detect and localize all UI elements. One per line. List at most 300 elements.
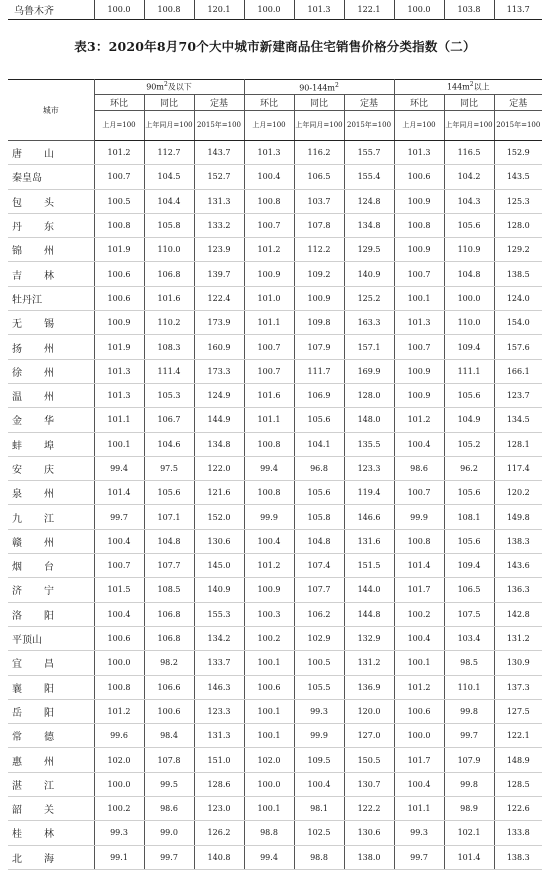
- city-cell: [8, 238, 94, 262]
- value-cell: 144.8: [344, 602, 394, 626]
- value-cell: 100.1: [94, 432, 144, 456]
- value-cell: 107.9: [444, 748, 494, 772]
- value-cell: 100.4: [394, 626, 444, 650]
- value-cell: 104.8: [294, 529, 344, 553]
- value-cell: 109.4: [444, 335, 494, 359]
- value-cell: 100.8: [144, 0, 194, 20]
- value-cell: 152.9: [494, 141, 542, 165]
- city-name: 安 庆: [12, 465, 54, 476]
- value-cell: 108.3: [144, 335, 194, 359]
- value-cell: 98.2: [144, 651, 194, 675]
- value-cell: 101.7: [394, 748, 444, 772]
- city-cell: 平顶山: [8, 626, 94, 650]
- value-cell: 120.1: [194, 0, 244, 20]
- value-cell: 100.4: [94, 602, 144, 626]
- city-name: 无 锡: [12, 319, 54, 331]
- value-cell: 99.3: [394, 821, 444, 845]
- value-cell: 109.4: [444, 554, 494, 578]
- value-cell: 150.5: [344, 748, 394, 772]
- table-row: [8, 213, 542, 237]
- value-cell: 100.9: [244, 262, 294, 286]
- value-cell: 105.6: [444, 529, 494, 553]
- col-header-mom: 环比: [94, 95, 144, 111]
- value-cell: 160.9: [194, 335, 244, 359]
- value-cell: 124.9: [194, 383, 244, 407]
- value-cell: 100.7: [394, 262, 444, 286]
- value-cell: 110.1: [444, 675, 494, 699]
- value-cell: 100.7: [244, 335, 294, 359]
- value-cell: 100.7: [394, 335, 444, 359]
- value-cell: 105.6: [144, 481, 194, 505]
- value-cell: 101.1: [244, 408, 294, 432]
- value-cell: 122.2: [344, 797, 394, 821]
- table-row: [8, 189, 542, 213]
- city-cell: [8, 505, 94, 529]
- value-cell: 99.9: [394, 505, 444, 529]
- value-cell: 100.4: [394, 432, 444, 456]
- value-cell: 135.5: [344, 432, 394, 456]
- value-cell: 105.6: [444, 383, 494, 407]
- city-name: 济 宁: [12, 586, 54, 598]
- city-cell: [8, 772, 94, 796]
- value-cell: 100.1: [244, 724, 294, 748]
- value-cell: 110.9: [444, 238, 494, 262]
- value-cell: 130.6: [344, 821, 394, 845]
- city-cell: [8, 383, 94, 407]
- city-name: 襄 阳: [12, 683, 54, 695]
- value-cell: 144.0: [344, 578, 394, 602]
- value-cell: 108.1: [444, 505, 494, 529]
- value-cell: 100.8: [94, 675, 144, 699]
- table-row: [8, 578, 542, 602]
- value-cell: 122.1: [494, 724, 542, 748]
- table-row: [8, 165, 542, 189]
- city-name: 洛 阳: [12, 610, 54, 622]
- value-cell: 173.3: [194, 359, 244, 383]
- value-cell: 128.0: [344, 383, 394, 407]
- value-cell: 123.3: [194, 699, 244, 723]
- city-name: 徐 州: [12, 367, 54, 379]
- value-cell: 125.2: [344, 286, 394, 310]
- value-cell: 104.2: [444, 165, 494, 189]
- top-strip-row: [8, 0, 542, 20]
- value-cell: 133.8: [494, 821, 542, 845]
- table-row: [8, 383, 542, 407]
- value-cell: 100.9: [394, 359, 444, 383]
- value-cell: 107.7: [294, 578, 344, 602]
- value-cell: 100.5: [94, 189, 144, 213]
- value-cell: 102.5: [294, 821, 344, 845]
- value-cell: 103.4: [444, 626, 494, 650]
- value-cell: 120.2: [494, 481, 542, 505]
- value-cell: 100.0: [244, 772, 294, 796]
- value-cell: 143.6: [494, 554, 542, 578]
- value-cell: 151.5: [344, 554, 394, 578]
- city-cell: [8, 262, 94, 286]
- table-row: [8, 481, 542, 505]
- table-row: [8, 651, 542, 675]
- value-cell: 106.5: [294, 165, 344, 189]
- value-cell: 152.7: [194, 165, 244, 189]
- city-name: 扬 州: [12, 343, 54, 355]
- value-cell: 117.4: [494, 456, 542, 480]
- value-cell: 131.2: [494, 626, 542, 650]
- table-row: [8, 675, 542, 699]
- city-cell: [8, 529, 94, 553]
- value-cell: 99.7: [144, 845, 194, 869]
- value-cell: 107.5: [444, 602, 494, 626]
- value-cell: 100.4: [294, 772, 344, 796]
- value-cell: 123.7: [494, 383, 542, 407]
- value-cell: 116.2: [294, 141, 344, 165]
- value-cell: 101.1: [394, 797, 444, 821]
- value-cell: 136.3: [494, 578, 542, 602]
- value-cell: 101.3: [394, 141, 444, 165]
- value-cell: 109.8: [294, 311, 344, 335]
- value-cell: 105.6: [444, 481, 494, 505]
- value-cell: 163.3: [344, 311, 394, 335]
- table-row: [8, 797, 542, 821]
- value-cell: 126.2: [194, 821, 244, 845]
- value-cell: 120.0: [344, 699, 394, 723]
- value-cell: 154.0: [494, 311, 542, 335]
- value-cell: 157.1: [344, 335, 394, 359]
- value-cell: 122.0: [194, 456, 244, 480]
- value-cell: 106.5: [444, 578, 494, 602]
- value-cell: 138.5: [494, 262, 542, 286]
- value-cell: 106.8: [144, 262, 194, 286]
- value-cell: 101.9: [94, 335, 144, 359]
- value-cell: 101.7: [394, 578, 444, 602]
- value-cell: 100.6: [244, 675, 294, 699]
- value-cell: 106.8: [144, 626, 194, 650]
- value-cell: 119.4: [344, 481, 394, 505]
- value-cell: 100.9: [244, 578, 294, 602]
- value-cell: 169.9: [344, 359, 394, 383]
- col-header-yoy: 同比: [144, 95, 194, 111]
- city-cell: [8, 359, 94, 383]
- table-row: [8, 311, 542, 335]
- city-name: 岳 阳: [12, 707, 54, 719]
- value-cell: 125.3: [494, 189, 542, 213]
- value-cell: 134.8: [344, 213, 394, 237]
- value-cell: 128.6: [194, 772, 244, 796]
- value-cell: 127.0: [344, 724, 394, 748]
- value-cell: 106.9: [294, 383, 344, 407]
- value-cell: 99.5: [144, 772, 194, 796]
- city-cell: [8, 335, 94, 359]
- value-cell: 100.6: [94, 262, 144, 286]
- value-cell: 131.3: [194, 189, 244, 213]
- value-cell: 138.3: [494, 845, 542, 869]
- table-row: [8, 821, 542, 845]
- value-cell: 131.3: [194, 724, 244, 748]
- city-cell: [8, 724, 94, 748]
- value-cell: 104.8: [444, 262, 494, 286]
- table-row: [8, 141, 542, 165]
- value-cell: 100.7: [394, 481, 444, 505]
- value-cell: 102.0: [244, 748, 294, 772]
- value-cell: 149.8: [494, 505, 542, 529]
- value-cell: 130.9: [494, 651, 542, 675]
- value-cell: 106.6: [144, 675, 194, 699]
- value-cell: 100.7: [94, 165, 144, 189]
- value-cell: 99.8: [444, 772, 494, 796]
- value-cell: 100.0: [94, 0, 144, 20]
- value-cell: 112.7: [144, 141, 194, 165]
- value-cell: 101.6: [244, 383, 294, 407]
- value-cell: 96.2: [444, 456, 494, 480]
- value-cell: 107.7: [144, 554, 194, 578]
- table-row: [8, 845, 542, 869]
- value-cell: 124.8: [344, 189, 394, 213]
- value-cell: 100.7: [244, 213, 294, 237]
- value-cell: 173.9: [194, 311, 244, 335]
- value-cell: 98.4: [144, 724, 194, 748]
- value-cell: 101.2: [94, 699, 144, 723]
- value-cell: 110.2: [144, 311, 194, 335]
- value-cell: 101.4: [394, 554, 444, 578]
- city-name: 桂 林: [12, 829, 54, 841]
- table-row: [8, 238, 542, 262]
- value-cell: 100.8: [394, 213, 444, 237]
- value-cell: 100.2: [394, 602, 444, 626]
- city-column-header: 城市: [8, 80, 94, 141]
- base-label: 2015年=100: [194, 111, 244, 141]
- value-cell: 100.1: [394, 286, 444, 310]
- city-name: 常 德: [12, 732, 54, 744]
- value-cell: 128.1: [494, 432, 542, 456]
- value-cell: 101.1: [244, 311, 294, 335]
- value-cell: 106.8: [144, 602, 194, 626]
- city-name: 九 江: [12, 513, 54, 525]
- col-header-base: 定基: [194, 95, 244, 111]
- value-cell: 104.6: [144, 432, 194, 456]
- base-label: 2015年=100: [494, 111, 542, 141]
- city-cell: [8, 845, 94, 869]
- value-cell: 138.0: [344, 845, 394, 869]
- city-cell: [8, 213, 94, 237]
- value-cell: 100.0: [244, 0, 294, 20]
- value-cell: 105.3: [144, 383, 194, 407]
- value-cell: 100.2: [94, 797, 144, 821]
- value-cell: 99.6: [94, 724, 144, 748]
- value-cell: 100.9: [94, 311, 144, 335]
- value-cell: 112.2: [294, 238, 344, 262]
- value-cell: 100.7: [244, 359, 294, 383]
- value-cell: 100.8: [94, 213, 144, 237]
- value-cell: 108.5: [144, 578, 194, 602]
- table-row: [8, 456, 542, 480]
- value-cell: 100.0: [94, 772, 144, 796]
- value-cell: 98.9: [444, 797, 494, 821]
- value-cell: 106.2: [294, 602, 344, 626]
- value-cell: 101.2: [94, 141, 144, 165]
- value-cell: 104.3: [444, 189, 494, 213]
- city-cell: [8, 602, 94, 626]
- value-cell: 103.7: [294, 189, 344, 213]
- value-cell: 101.9: [94, 238, 144, 262]
- value-cell: 157.6: [494, 335, 542, 359]
- value-cell: 100.9: [394, 238, 444, 262]
- table-row: [8, 626, 542, 650]
- city-name: 丹 东: [12, 222, 54, 234]
- value-cell: 100.0: [394, 724, 444, 748]
- value-cell: 100.4: [94, 529, 144, 553]
- city-name: 北 海: [12, 853, 54, 865]
- city-name: 惠 州: [12, 756, 54, 768]
- col-header-base: 定基: [344, 95, 394, 111]
- city-cell: 乌鲁木齐: [8, 0, 94, 20]
- value-cell: 129.2: [494, 238, 542, 262]
- city-name: 蚌 埠: [12, 440, 54, 452]
- city-cell: [8, 189, 94, 213]
- value-cell: 109.2: [294, 262, 344, 286]
- city-cell: [8, 311, 94, 335]
- value-cell: 105.8: [144, 213, 194, 237]
- value-cell: 101.3: [94, 359, 144, 383]
- value-cell: 101.4: [444, 845, 494, 869]
- value-cell: 107.4: [294, 554, 344, 578]
- value-cell: 130.6: [194, 529, 244, 553]
- value-cell: 102.9: [294, 626, 344, 650]
- value-cell: 122.6: [494, 797, 542, 821]
- value-cell: 140.9: [344, 262, 394, 286]
- city-cell: [8, 797, 94, 821]
- value-cell: 102.0: [94, 748, 144, 772]
- value-cell: 109.5: [294, 748, 344, 772]
- value-cell: 121.6: [194, 481, 244, 505]
- value-cell: 98.8: [294, 845, 344, 869]
- value-cell: 100.1: [244, 651, 294, 675]
- table-title: 表3：2020年8月70个大中城市新建商品住宅销售价格分类指数（二）: [74, 39, 476, 54]
- value-cell: 111.4: [144, 359, 194, 383]
- value-cell: 130.7: [344, 772, 394, 796]
- table-row: [8, 335, 542, 359]
- value-cell: 105.6: [444, 213, 494, 237]
- value-cell: 99.9: [294, 724, 344, 748]
- value-cell: 101.2: [244, 238, 294, 262]
- group-header-90-below: $90m^2$及以下: [94, 80, 244, 95]
- value-cell: 100.4: [244, 165, 294, 189]
- value-cell: 100.9: [394, 383, 444, 407]
- value-cell: 106.7: [144, 408, 194, 432]
- value-cell: 105.8: [294, 505, 344, 529]
- city-cell: [8, 456, 94, 480]
- value-cell: 100.6: [94, 286, 144, 310]
- value-cell: 100.8: [244, 432, 294, 456]
- city-cell: [8, 408, 94, 432]
- value-cell: 100.1: [244, 797, 294, 821]
- value-cell: 100.8: [244, 189, 294, 213]
- value-cell: 123.3: [344, 456, 394, 480]
- base-label: 上年同月=100: [444, 111, 494, 141]
- value-cell: 100.9: [294, 286, 344, 310]
- city-cell: [8, 481, 94, 505]
- table-row: [8, 505, 542, 529]
- value-cell: 99.1: [94, 845, 144, 869]
- value-cell: 110.0: [444, 311, 494, 335]
- value-cell: 133.2: [194, 213, 244, 237]
- value-cell: 124.0: [494, 286, 542, 310]
- city-cell: [8, 432, 94, 456]
- value-cell: 100.6: [394, 165, 444, 189]
- table-row: [8, 724, 542, 748]
- value-cell: 101.6: [144, 286, 194, 310]
- value-cell: 133.7: [194, 651, 244, 675]
- value-cell: 99.9: [244, 505, 294, 529]
- value-cell: 100.5: [294, 651, 344, 675]
- value-cell: 131.2: [344, 651, 394, 675]
- city-cell: [8, 821, 94, 845]
- table-row: [8, 748, 542, 772]
- value-cell: 99.4: [244, 845, 294, 869]
- city-cell: 秦皇岛: [8, 165, 94, 189]
- value-cell: 107.8: [144, 748, 194, 772]
- value-cell: 123.9: [194, 238, 244, 262]
- value-cell: 155.7: [344, 141, 394, 165]
- table-row: [8, 286, 542, 310]
- value-cell: 101.2: [394, 675, 444, 699]
- value-cell: 100.0: [394, 0, 444, 20]
- value-cell: 155.4: [344, 165, 394, 189]
- city-name: 韶 关: [12, 805, 54, 817]
- value-cell: 100.6: [394, 699, 444, 723]
- value-cell: 101.3: [394, 311, 444, 335]
- value-cell: 101.4: [94, 481, 144, 505]
- table-row: [8, 432, 542, 456]
- value-cell: 100.0: [94, 651, 144, 675]
- value-cell: 151.0: [194, 748, 244, 772]
- price-index-table: [8, 79, 542, 870]
- value-cell: 101.1: [94, 408, 144, 432]
- city-name: 宜 昌: [12, 659, 54, 671]
- city-cell: [8, 748, 94, 772]
- city-cell: [8, 141, 94, 165]
- value-cell: 122.1: [344, 0, 394, 20]
- col-header-mom: 环比: [394, 95, 444, 111]
- value-cell: 100.4: [244, 529, 294, 553]
- value-cell: 102.1: [444, 821, 494, 845]
- city-cell: [8, 699, 94, 723]
- table-row: [8, 602, 542, 626]
- value-cell: 100.6: [94, 626, 144, 650]
- value-cell: 128.0: [494, 213, 542, 237]
- value-cell: 101.3: [94, 383, 144, 407]
- value-cell: 105.6: [294, 408, 344, 432]
- value-cell: 111.7: [294, 359, 344, 383]
- value-cell: 107.9: [294, 335, 344, 359]
- value-cell: 97.5: [144, 456, 194, 480]
- city-name: 泉 州: [12, 489, 54, 501]
- value-cell: 101.0: [244, 286, 294, 310]
- value-cell: 143.7: [194, 141, 244, 165]
- value-cell: 104.1: [294, 432, 344, 456]
- value-cell: 101.2: [244, 554, 294, 578]
- value-cell: 101.3: [244, 141, 294, 165]
- value-cell: 101.5: [94, 578, 144, 602]
- value-cell: 100.1: [244, 699, 294, 723]
- city-name: 赣 州: [12, 537, 54, 549]
- value-cell: 166.1: [494, 359, 542, 383]
- value-cell: 132.9: [344, 626, 394, 650]
- value-cell: 100.4: [394, 772, 444, 796]
- city-name: 金 华: [12, 416, 54, 428]
- value-cell: 142.8: [494, 602, 542, 626]
- value-cell: 98.1: [294, 797, 344, 821]
- city-cell: 牡丹江: [8, 286, 94, 310]
- value-cell: 100.3: [244, 602, 294, 626]
